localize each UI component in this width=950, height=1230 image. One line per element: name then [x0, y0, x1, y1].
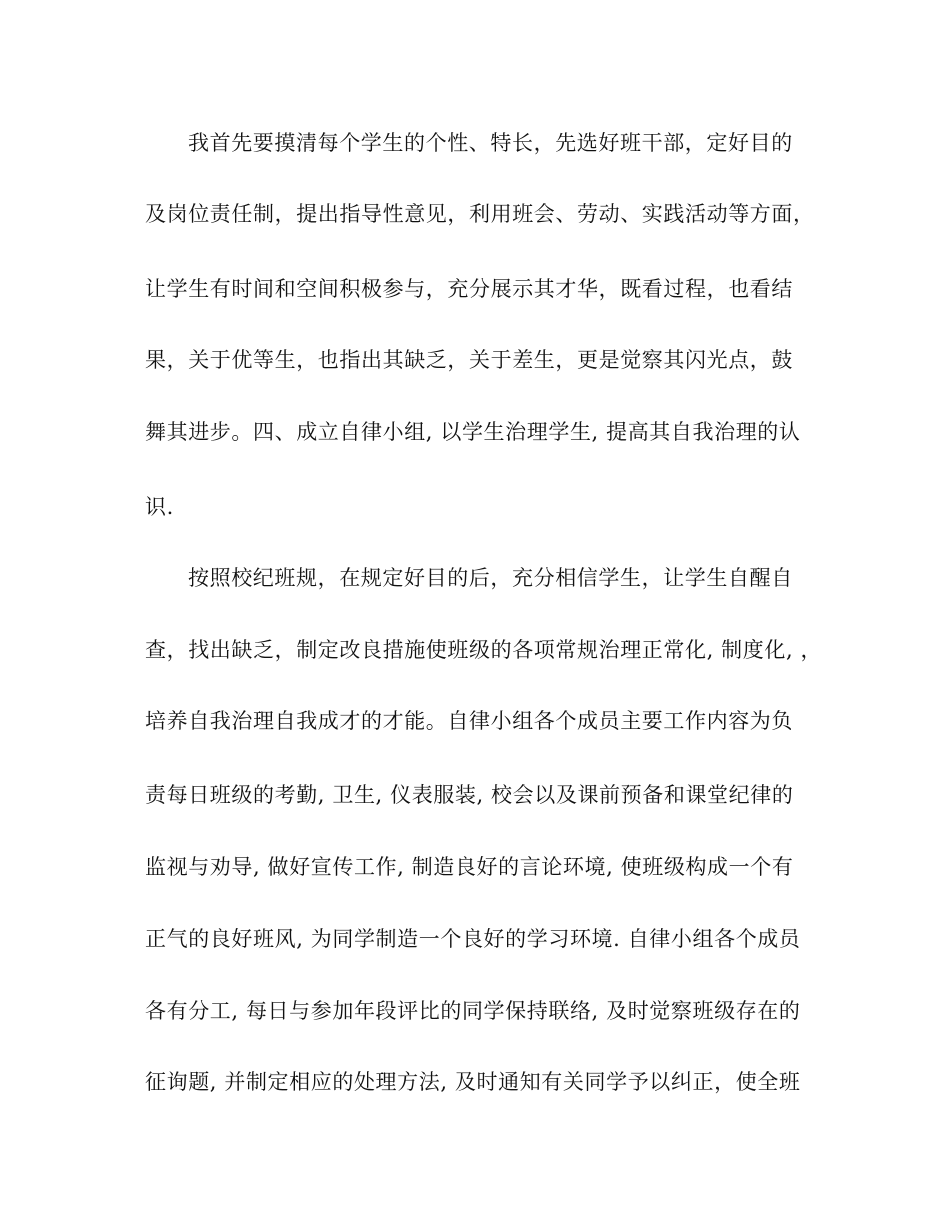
text-line: 果，关于优等生，也指出其缺乏，关于差生，更是觉察其闪光点，鼓 [145, 348, 793, 372]
text-line: 按照校纪班规，在规定好目的后，充分相信学生，让学生自醒自 [188, 566, 793, 590]
text-line: 责每日班级的考勤, 卫生, 仪表服装, 校会以及课前预备和课堂纪律的 [145, 783, 794, 807]
text-line: 正气的良好班风, 为同学制造一个良好的学习环境. 自律小组各个成员 [145, 927, 801, 951]
text-line: 查，找出缺乏，制定改良措施使班级的各项常规治理正常化, 制度化, ， [145, 638, 823, 662]
text-line: 征询题, 并制定相应的处理方法, 及时通知有关同学予以纠正，使全班 [145, 1070, 801, 1094]
text-line: 我首先要摸清每个学生的个性、特长，先选好班干部，定好目的 [188, 131, 793, 155]
text-line: 让学生有时间和空间积极参与，充分展示其才华，既看过程，也看结 [145, 277, 793, 301]
text-line: 培养自我治理自我成才的才能。自律小组各个成员主要工作内容为负 [145, 709, 793, 733]
text-line: 及岗位责任制，提出指导性意见，利用班会、劳动、实践活动等方面， [145, 202, 815, 226]
text-line: 舞其进步。四、成立自律小组, 以学生治理学生, 提高其自我治理的认 [145, 420, 801, 444]
text-line: 监视与劝导, 做好宣传工作, 制造良好的言论环境, 使班级构成一个有 [145, 855, 794, 879]
text-line: 识. [145, 495, 174, 519]
text-line: 各有分工, 每日与参加年段评比的同学保持联络, 及时觉察班级存在的 [145, 999, 801, 1023]
